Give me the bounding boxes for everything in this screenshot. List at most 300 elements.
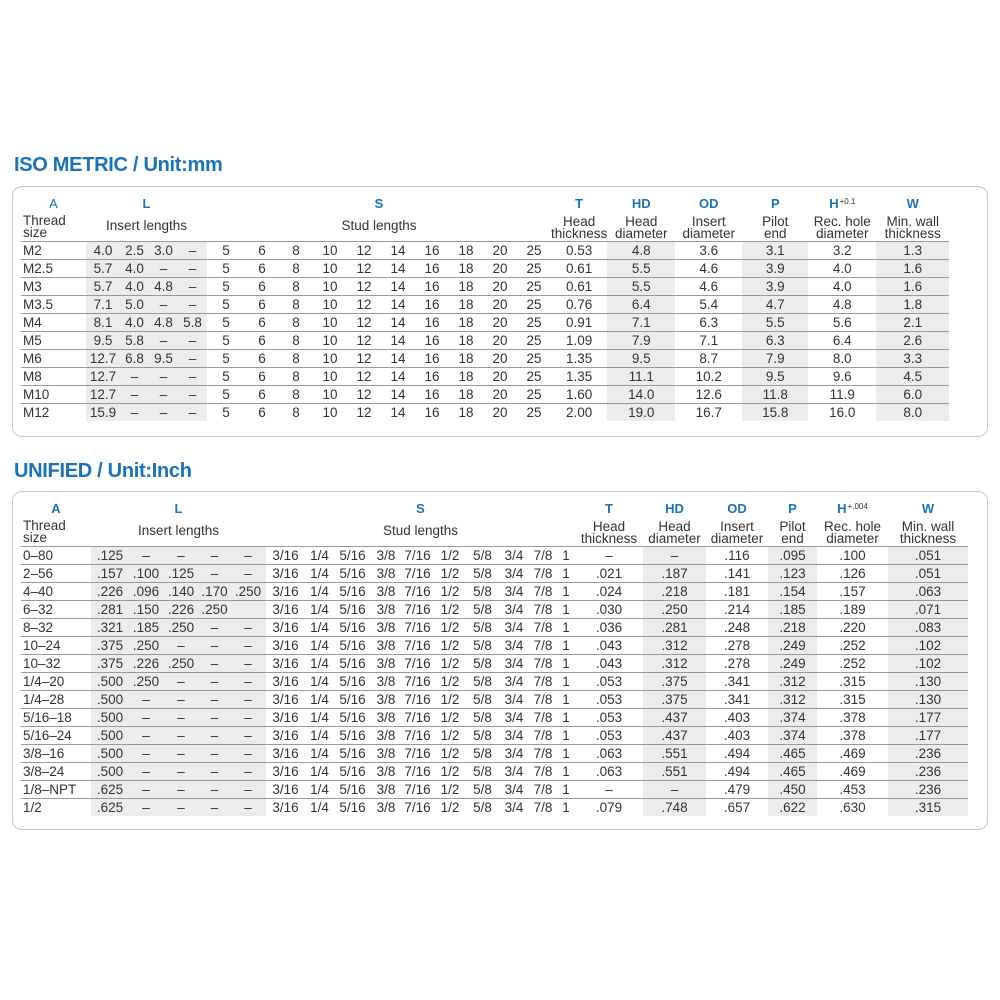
spec-cell: .214 — [706, 601, 768, 619]
insert-length-cell: .321 — [91, 619, 129, 637]
spec-cell: .130 — [888, 691, 968, 709]
spec-cell: 4.6 — [675, 260, 742, 278]
stud-length-cell: 1/4 — [305, 727, 334, 745]
stud-length-cell: 7/8 — [529, 583, 557, 601]
stud-length-cell: 5/16 — [334, 727, 371, 745]
unified-table-body — [21, 498, 968, 816]
stud-length-cell: 3/8 — [371, 655, 401, 673]
thread-size-cell: 3/8–24 — [21, 763, 91, 781]
stud-length-cell: 8 — [279, 404, 313, 422]
spec-cell: .278 — [706, 655, 768, 673]
stud-length-cell: 3/4 — [499, 727, 529, 745]
stud-length-cell: 5 — [207, 260, 245, 278]
header-pilot-end — [768, 518, 817, 547]
insert-length-cell: – — [230, 655, 266, 673]
stud-length-cell: 3/8 — [371, 691, 401, 709]
stud-length-cell: 1/4 — [305, 583, 334, 601]
spec-cell: 9.6 — [808, 368, 876, 386]
insert-length-cell: .281 — [91, 601, 129, 619]
thread-size-cell: 1/2 — [21, 799, 91, 817]
insert-length-cell: – — [230, 781, 266, 799]
header-line: thickness — [580, 530, 638, 546]
stud-length-cell: 25 — [517, 278, 551, 296]
spec-cell: 2.00 — [551, 404, 607, 422]
header-line: diameter — [816, 225, 869, 241]
stud-length-cell: 3/4 — [499, 799, 529, 817]
header-insert-lengths: Insert lengths — [137, 523, 220, 539]
stud-length-cell: 1/2 — [434, 655, 466, 673]
stud-length-cell: 18 — [449, 350, 483, 368]
insert-length-cell: – — [129, 745, 163, 763]
insert-length-cell: – — [199, 799, 230, 817]
stud-length-cell: 3/8 — [371, 583, 401, 601]
stud-length-cell: 3/8 — [371, 709, 401, 727]
spec-cell: .315 — [817, 673, 888, 691]
stud-length-cell: 6 — [245, 386, 279, 404]
stud-length-cell: 5/8 — [466, 583, 499, 601]
stud-length-cell: 8 — [279, 242, 313, 260]
stud-length-cell: 5/8 — [466, 547, 499, 565]
spec-cell: 9.5 — [607, 350, 675, 368]
stud-length-cell: 20 — [483, 404, 517, 422]
thread-size-cell: 10–24 — [21, 637, 91, 655]
insert-length-cell: 4.0 — [120, 260, 149, 278]
spec-cell: .315 — [888, 799, 968, 817]
stud-length-cell: 10 — [313, 332, 347, 350]
stud-length-cell: 20 — [483, 332, 517, 350]
insert-length-cell: – — [163, 673, 199, 691]
col-letter-a: A — [51, 500, 61, 516]
spec-cell: 7.9 — [742, 350, 808, 368]
col-letter-t: T — [605, 500, 613, 516]
spec-cell: .181 — [706, 583, 768, 601]
spec-cell: .378 — [817, 709, 888, 727]
insert-length-cell: 4.0 — [120, 278, 149, 296]
insert-length-cell: – — [178, 404, 207, 422]
insert-length-cell: – — [199, 709, 230, 727]
insert-length-cell: – — [230, 619, 266, 637]
stud-length-cell: 5/16 — [334, 547, 371, 565]
stud-length-cell: 1 — [557, 763, 575, 781]
stud-length-cell: 1/4 — [305, 565, 334, 583]
spec-cell: .341 — [706, 691, 768, 709]
stud-length-cell: 6 — [245, 296, 279, 314]
header-line: Thread — [23, 213, 66, 228]
insert-length-cell: – — [163, 637, 199, 655]
spec-cell: 8.7 — [675, 350, 742, 368]
spec-cell: .450 — [768, 781, 817, 799]
insert-length-cell: – — [230, 763, 266, 781]
spec-cell: 16.7 — [675, 404, 742, 422]
spec-cell: 14.0 — [607, 386, 675, 404]
stud-length-cell: 1/2 — [434, 637, 466, 655]
stud-length-cell: 7/16 — [401, 709, 434, 727]
header-rec-hole-diameter — [817, 518, 888, 547]
stud-length-cell: 18 — [449, 386, 483, 404]
header-line: thickness — [551, 225, 608, 241]
stud-length-cell: 3/16 — [266, 655, 305, 673]
spec-cell: .141 — [706, 565, 768, 583]
stud-length-cell: 5 — [207, 386, 245, 404]
spec-cell: 15.8 — [742, 404, 808, 422]
stud-length-cell: 6 — [245, 260, 279, 278]
table-row — [21, 565, 968, 583]
stud-length-cell: 1/4 — [305, 547, 334, 565]
stud-length-cell: 8 — [279, 386, 313, 404]
insert-length-cell: 4.8 — [149, 314, 178, 332]
insert-length-cell: – — [199, 565, 230, 583]
insert-length-cell: – — [163, 745, 199, 763]
thread-size-cell: 10–32 — [21, 655, 91, 673]
stud-length-cell: 14 — [381, 350, 415, 368]
thread-size-cell: M3.5 — [21, 296, 86, 314]
stud-length-cell: 7/16 — [401, 673, 434, 691]
metric-letter-row — [21, 193, 949, 213]
spec-cell: 5.5 — [607, 278, 675, 296]
stud-length-cell: 3/16 — [266, 547, 305, 565]
stud-length-cell: 1/2 — [434, 727, 466, 745]
stud-length-cell: 12 — [347, 368, 381, 386]
spec-cell: .043 — [575, 637, 643, 655]
spec-cell: .123 — [768, 565, 817, 583]
stud-length-cell: 5/16 — [334, 637, 371, 655]
thread-size-cell: M6 — [21, 350, 86, 368]
stud-length-cell: 16 — [415, 332, 449, 350]
insert-length-cell: – — [129, 781, 163, 799]
stud-length-cell: 3/4 — [499, 547, 529, 565]
thread-size-cell: M12 — [21, 404, 86, 422]
stud-length-cell: 3/16 — [266, 565, 305, 583]
stud-length-cell: 3/16 — [266, 799, 305, 817]
spec-cell: 19.0 — [607, 404, 675, 422]
spec-cell: 1.6 — [876, 260, 949, 278]
stud-length-cell: 1 — [557, 673, 575, 691]
spec-cell: .218 — [643, 583, 706, 601]
insert-length-cell: – — [163, 763, 199, 781]
stud-length-cell: 16 — [415, 278, 449, 296]
insert-length-cell: – — [129, 799, 163, 817]
spec-cell: .375 — [643, 691, 706, 709]
stud-length-cell: 12 — [347, 296, 381, 314]
spec-cell: .312 — [768, 691, 817, 709]
header-line: Insert — [691, 214, 726, 229]
spec-cell: .021 — [575, 565, 643, 583]
insert-length-cell: .150 — [129, 601, 163, 619]
spec-cell: 3.2 — [808, 242, 876, 260]
stud-length-cell: 1/2 — [434, 619, 466, 637]
spec-cell: .374 — [768, 709, 817, 727]
spec-cell: .095 — [768, 547, 817, 565]
stud-length-cell: 5/8 — [466, 601, 499, 619]
thread-size-cell: M2 — [21, 242, 86, 260]
insert-length-cell: 6.8 — [120, 350, 149, 368]
stud-length-cell: 1/2 — [434, 745, 466, 763]
insert-length-cell: 12.7 — [86, 350, 120, 368]
stud-length-cell: 1/4 — [305, 619, 334, 637]
stud-length-cell: 5/16 — [334, 583, 371, 601]
spec-cell: 6.3 — [675, 314, 742, 332]
insert-length-cell: 7.1 — [86, 296, 120, 314]
stud-length-cell: 5 — [207, 368, 245, 386]
spec-cell: .051 — [888, 547, 968, 565]
spec-cell: .622 — [768, 799, 817, 817]
spec-cell: 11.9 — [808, 386, 876, 404]
stud-length-cell: 18 — [449, 368, 483, 386]
insert-length-cell: .250 — [129, 637, 163, 655]
stud-length-cell: 1/2 — [434, 799, 466, 817]
header-min-wall-thickness — [888, 518, 968, 547]
stud-length-cell: 10 — [313, 260, 347, 278]
insert-length-cell: – — [163, 781, 199, 799]
spec-cell: 7.1 — [675, 332, 742, 350]
table-row — [21, 799, 968, 817]
spec-cell: .494 — [706, 745, 768, 763]
spec-cell: 10.2 — [675, 368, 742, 386]
stud-length-cell: 18 — [449, 242, 483, 260]
stud-length-cell: 1/4 — [305, 655, 334, 673]
col-letter-od: OD — [699, 195, 719, 211]
stud-length-cell: 1/2 — [434, 691, 466, 709]
stud-length-cell: 1/2 — [434, 763, 466, 781]
stud-length-cell: 16 — [415, 350, 449, 368]
table-row — [21, 583, 968, 601]
stud-length-cell: 8 — [279, 260, 313, 278]
stud-length-cell: 1/2 — [434, 583, 466, 601]
stud-length-cell: 12 — [347, 314, 381, 332]
stud-length-cell: 5/8 — [466, 763, 499, 781]
stud-length-cell: 6 — [245, 314, 279, 332]
header-line: end — [764, 225, 787, 241]
stud-length-cell: 12 — [347, 386, 381, 404]
spec-cell: 4.5 — [876, 368, 949, 386]
col-letter-w: W — [921, 500, 935, 516]
stud-length-cell: 1/4 — [305, 637, 334, 655]
spec-cell: .453 — [817, 781, 888, 799]
thread-size-cell: 1/4–28 — [21, 691, 91, 709]
stud-length-cell: 10 — [313, 404, 347, 422]
insert-length-cell: – — [163, 547, 199, 565]
stud-length-cell: 12 — [347, 278, 381, 296]
stud-length-cell: 25 — [517, 350, 551, 368]
spec-cell: 16.0 — [808, 404, 876, 422]
stud-length-cell: 5/8 — [466, 709, 499, 727]
spec-cell: 0.61 — [551, 260, 607, 278]
spec-cell: .154 — [768, 583, 817, 601]
stud-length-cell: 20 — [483, 242, 517, 260]
stud-length-cell: 1 — [557, 727, 575, 745]
stud-length-cell: 3/4 — [499, 709, 529, 727]
stud-length-cell: 5/8 — [466, 619, 499, 637]
spec-cell: 4.6 — [675, 278, 742, 296]
table-row — [21, 709, 968, 727]
stud-length-cell: 25 — [517, 260, 551, 278]
col-letter-w: W — [906, 195, 919, 211]
stud-length-cell: 3/8 — [371, 673, 401, 691]
header-min-wall-thickness — [876, 213, 949, 242]
thread-size-cell: 5/16–24 — [21, 727, 91, 745]
stud-length-cell: 6 — [245, 242, 279, 260]
stud-length-cell: 7/8 — [529, 763, 557, 781]
stud-length-cell: 8 — [279, 332, 313, 350]
col-letter-s: S — [416, 500, 425, 516]
stud-length-cell: 25 — [517, 296, 551, 314]
spec-cell: 0.61 — [551, 278, 607, 296]
stud-length-cell: 14 — [381, 242, 415, 260]
stud-length-cell: 7/8 — [529, 727, 557, 745]
insert-length-cell: – — [230, 637, 266, 655]
stud-length-cell: 18 — [449, 404, 483, 422]
stud-length-cell: 16 — [415, 296, 449, 314]
insert-length-cell: 9.5 — [86, 332, 120, 350]
stud-length-cell: 20 — [483, 350, 517, 368]
insert-length-cell: .250 — [230, 583, 266, 601]
header-head-thickness — [575, 518, 643, 547]
stud-length-cell: 5/16 — [334, 763, 371, 781]
thread-size-cell: 5/16–18 — [21, 709, 91, 727]
spec-cell: .071 — [888, 601, 968, 619]
spec-cell: 3.3 — [876, 350, 949, 368]
stud-length-cell: 1 — [557, 583, 575, 601]
stud-length-cell: 10 — [313, 350, 347, 368]
stud-length-cell: 3/4 — [499, 619, 529, 637]
stud-length-cell: 1/2 — [434, 781, 466, 799]
insert-length-cell: 8.1 — [86, 314, 120, 332]
stud-length-cell: 8 — [279, 368, 313, 386]
spec-cell: .465 — [768, 763, 817, 781]
spec-cell: 5.5 — [742, 314, 808, 332]
spec-cell: .130 — [888, 673, 968, 691]
insert-length-cell: .096 — [129, 583, 163, 601]
stud-length-cell: 3/4 — [499, 655, 529, 673]
insert-length-cell: – — [120, 368, 149, 386]
spec-cell: .063 — [888, 583, 968, 601]
insert-length-cell: 12.7 — [86, 368, 120, 386]
stud-length-cell: 5/8 — [466, 799, 499, 817]
spec-cell: 1.09 — [551, 332, 607, 350]
stud-length-cell: 3/16 — [266, 583, 305, 601]
stud-length-cell: 6 — [245, 404, 279, 422]
insert-length-cell: – — [120, 404, 149, 422]
insert-length-cell: – — [178, 368, 207, 386]
spec-cell: .189 — [817, 601, 888, 619]
spec-cell: .479 — [706, 781, 768, 799]
spec-cell: .053 — [575, 709, 643, 727]
stud-length-cell: 7/8 — [529, 691, 557, 709]
spec-cell: 3.6 — [675, 242, 742, 260]
stud-length-cell: 18 — [449, 332, 483, 350]
metric-table-panel — [12, 186, 988, 437]
spec-cell: 6.4 — [808, 332, 876, 350]
insert-length-cell: 15.9 — [86, 404, 120, 422]
insert-length-cell — [230, 601, 266, 619]
header-line: Rec. hole — [813, 214, 871, 229]
stud-length-cell: 16 — [415, 386, 449, 404]
stud-length-cell: 7/16 — [401, 619, 434, 637]
spec-cell: .083 — [888, 619, 968, 637]
insert-length-cell: – — [163, 799, 199, 817]
stud-length-cell: 1 — [557, 655, 575, 673]
stud-length-cell: 7/16 — [401, 727, 434, 745]
insert-length-cell: .157 — [91, 565, 129, 583]
stud-length-cell: 25 — [517, 368, 551, 386]
metric-header-row — [21, 213, 949, 242]
spec-cell: .278 — [706, 637, 768, 655]
insert-length-cell: .250 — [199, 601, 230, 619]
table-row — [21, 655, 968, 673]
spec-cell: .312 — [768, 673, 817, 691]
spec-cell: .312 — [643, 637, 706, 655]
metric-table-body — [21, 193, 949, 421]
col-letter-p: P — [788, 500, 797, 516]
spec-cell: .177 — [888, 727, 968, 745]
stud-length-cell: 1/2 — [434, 709, 466, 727]
stud-length-cell: 3/4 — [499, 583, 529, 601]
stud-length-cell: 1 — [557, 799, 575, 817]
insert-length-cell: .226 — [129, 655, 163, 673]
spec-cell: 5.5 — [607, 260, 675, 278]
spec-cell: 0.91 — [551, 314, 607, 332]
stud-length-cell: 1/4 — [305, 673, 334, 691]
thread-size-cell: M3 — [21, 278, 86, 296]
thread-size-cell: 6–32 — [21, 601, 91, 619]
insert-length-cell: 5.8 — [120, 332, 149, 350]
insert-length-cell: .250 — [129, 673, 163, 691]
spec-cell: 5.6 — [808, 314, 876, 332]
insert-length-cell: – — [199, 763, 230, 781]
insert-length-cell: – — [163, 709, 199, 727]
stud-length-cell: 3/4 — [499, 601, 529, 619]
table-row — [21, 368, 949, 386]
spec-cell: .063 — [575, 763, 643, 781]
stud-length-cell: 14 — [381, 368, 415, 386]
stud-length-cell: 10 — [313, 278, 347, 296]
spec-cell: .024 — [575, 583, 643, 601]
stud-length-cell: 1 — [557, 691, 575, 709]
table-row — [21, 637, 968, 655]
header-line: thickness — [899, 530, 957, 546]
insert-length-cell: 2.5 — [120, 242, 149, 260]
stud-length-cell: 3/4 — [499, 781, 529, 799]
spec-cell: 3.1 — [742, 242, 808, 260]
stud-length-cell: 7/8 — [529, 637, 557, 655]
insert-length-cell: – — [149, 404, 178, 422]
insert-length-cell: .500 — [91, 727, 129, 745]
spec-cell: 1.8 — [876, 296, 949, 314]
stud-length-cell: 7/16 — [401, 565, 434, 583]
stud-length-cell: 16 — [415, 260, 449, 278]
thread-size-cell: 1/8–NPT — [21, 781, 91, 799]
insert-length-cell: – — [149, 368, 178, 386]
insert-length-cell: 5.7 — [86, 260, 120, 278]
insert-length-cell: .500 — [91, 763, 129, 781]
stud-length-cell: 5/16 — [334, 691, 371, 709]
stud-length-cell: 5 — [207, 296, 245, 314]
spec-cell: – — [575, 781, 643, 799]
table-row — [21, 296, 949, 314]
spec-cell: .102 — [888, 637, 968, 655]
spec-cell: .437 — [643, 727, 706, 745]
stud-length-cell: 1 — [557, 709, 575, 727]
stud-length-cell: 14 — [381, 278, 415, 296]
unified-table — [21, 498, 968, 816]
header-line: diameter — [710, 530, 764, 546]
stud-length-cell: 5/8 — [466, 745, 499, 763]
stud-length-cell: 1/4 — [305, 745, 334, 763]
insert-length-cell: – — [230, 709, 266, 727]
table-row — [21, 278, 949, 296]
insert-length-cell: – — [178, 278, 207, 296]
thread-size-cell: M4 — [21, 314, 86, 332]
